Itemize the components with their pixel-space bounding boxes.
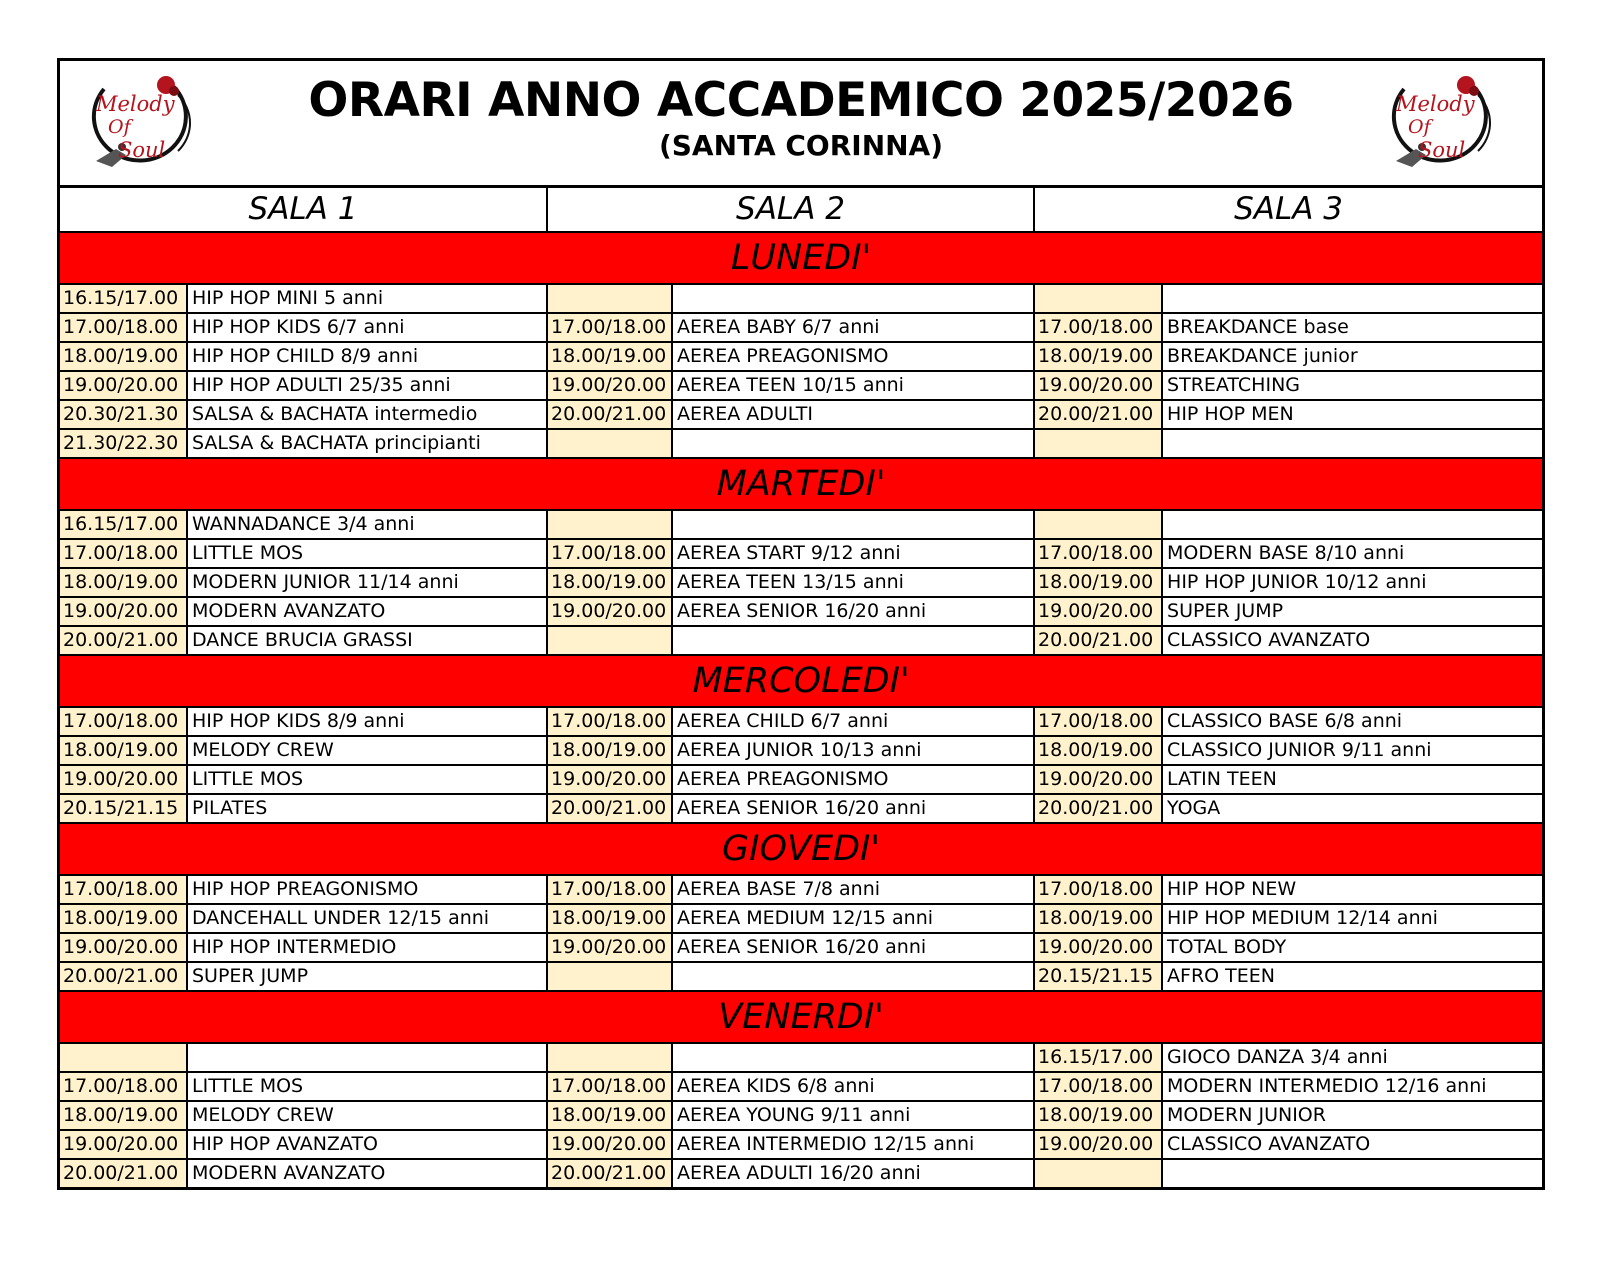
day-header: MERCOLEDI': [60, 655, 1542, 707]
time-cell: 19.00/20.00: [547, 371, 672, 400]
time-cell: 18.00/19.00: [60, 342, 187, 371]
svg-text:Melody: Melody: [96, 92, 175, 116]
course-cell: BREAKDANCE junior: [1162, 342, 1542, 371]
course-cell: HIP HOP KIDS 8/9 anni: [187, 707, 547, 736]
time-cell: 17.00/18.00: [60, 875, 187, 904]
day-header-row: [60, 458, 1542, 510]
course-cell: AFRO TEEN: [1162, 962, 1542, 991]
course-cell: AEREA START 9/12 anni: [672, 539, 1034, 568]
day-header-row: [60, 991, 1542, 1043]
time-cell: [547, 1043, 672, 1072]
schedule-sheet: [57, 58, 1545, 1190]
time-cell: 17.00/18.00: [60, 707, 187, 736]
time-cell: 21.30/22.30: [60, 429, 187, 458]
course-cell: SUPER JUMP: [1162, 597, 1542, 626]
course-cell: MODERN BASE 8/10 anni: [1162, 539, 1542, 568]
time-cell: 20.00/21.00: [60, 626, 187, 655]
course-cell: AEREA BABY 6/7 anni: [672, 313, 1034, 342]
time-cell: 17.00/18.00: [547, 707, 672, 736]
course-cell: YOGA: [1162, 794, 1542, 823]
schedule-row: [60, 568, 1542, 597]
course-cell: AEREA TEEN 13/15 anni: [672, 568, 1034, 597]
svg-text:Soul: Soul: [1418, 138, 1466, 162]
course-cell: HIP HOP ADULTI 25/35 anni: [187, 371, 547, 400]
schedule-row: [60, 597, 1542, 626]
time-cell: 16.15/17.00: [1034, 1043, 1162, 1072]
course-cell: AEREA ADULTI: [672, 400, 1034, 429]
time-cell: 19.00/20.00: [60, 1130, 187, 1159]
course-cell: AEREA JUNIOR 10/13 anni: [672, 736, 1034, 765]
course-cell: AEREA MEDIUM 12/15 anni: [672, 904, 1034, 933]
schedule-row: [60, 1101, 1542, 1130]
time-cell: 17.00/18.00: [1034, 539, 1162, 568]
time-cell: 18.00/19.00: [1034, 736, 1162, 765]
time-cell: 17.00/18.00: [547, 875, 672, 904]
schedule-row: [60, 765, 1542, 794]
time-cell: 18.00/19.00: [1034, 342, 1162, 371]
time-cell: 19.00/20.00: [60, 597, 187, 626]
page-subtitle: (SANTA CORINNA): [658, 129, 944, 162]
day-header: GIOVEDI': [60, 823, 1542, 875]
time-cell: 19.00/20.00: [547, 933, 672, 962]
time-cell: 18.00/19.00: [547, 1101, 672, 1130]
course-cell: DANCEHALL UNDER 12/15 anni: [187, 904, 547, 933]
course-cell: [187, 1043, 547, 1072]
time-cell: 18.00/19.00: [547, 736, 672, 765]
course-cell: TOTAL BODY: [1162, 933, 1542, 962]
time-cell: 20.30/21.30: [60, 400, 187, 429]
time-cell: 17.00/18.00: [1034, 875, 1162, 904]
course-cell: AEREA PREAGONISMO: [672, 765, 1034, 794]
time-cell: 20.00/21.00: [547, 1159, 672, 1187]
time-cell: 18.00/19.00: [1034, 568, 1162, 597]
schedule-row: [60, 510, 1542, 539]
schedule-table: [60, 188, 1542, 1187]
time-cell: [1034, 1159, 1162, 1187]
melody-of-soul-logo-left: [82, 71, 194, 175]
day-header: VENERDI': [60, 991, 1542, 1043]
time-cell: 20.00/21.00: [60, 1159, 187, 1187]
day-header: MARTEDI': [60, 458, 1542, 510]
course-cell: AEREA SENIOR 16/20 anni: [672, 933, 1034, 962]
time-cell: 17.00/18.00: [1034, 707, 1162, 736]
course-cell: DANCE BRUCIA GRASSI: [187, 626, 547, 655]
course-cell: LITTLE MOS: [187, 1072, 547, 1101]
schedule-row: [60, 342, 1542, 371]
schedule-row: [60, 962, 1542, 991]
day-header-row: [60, 655, 1542, 707]
svg-text:Of: Of: [1408, 116, 1431, 138]
day-header-row: [60, 232, 1542, 284]
course-cell: [1162, 429, 1542, 458]
course-cell: AEREA SENIOR 16/20 anni: [672, 597, 1034, 626]
time-cell: [60, 1043, 187, 1072]
course-cell: SALSA & BACHATA principianti: [187, 429, 547, 458]
time-cell: [547, 962, 672, 991]
course-cell: BREAKDANCE base: [1162, 313, 1542, 342]
course-cell: HIP HOP JUNIOR 10/12 anni: [1162, 568, 1542, 597]
time-cell: 19.00/20.00: [1034, 933, 1162, 962]
schedule-row: [60, 1043, 1542, 1072]
course-cell: CLASSICO AVANZATO: [1162, 1130, 1542, 1159]
course-cell: [1162, 510, 1542, 539]
course-cell: PILATES: [187, 794, 547, 823]
course-cell: AEREA BASE 7/8 anni: [672, 875, 1034, 904]
time-cell: 19.00/20.00: [547, 1130, 672, 1159]
course-cell: [672, 284, 1034, 313]
course-cell: AEREA SENIOR 16/20 anni: [672, 794, 1034, 823]
time-cell: 20.00/21.00: [547, 400, 672, 429]
time-cell: 17.00/18.00: [547, 1072, 672, 1101]
course-cell: AEREA TEEN 10/15 anni: [672, 371, 1034, 400]
course-cell: HIP HOP INTERMEDIO: [187, 933, 547, 962]
time-cell: 17.00/18.00: [60, 313, 187, 342]
schedule-row: [60, 707, 1542, 736]
course-cell: STREATCHING: [1162, 371, 1542, 400]
schedule-header: [60, 61, 1542, 188]
time-cell: 18.00/19.00: [60, 1101, 187, 1130]
schedule-row: [60, 429, 1542, 458]
time-cell: 17.00/18.00: [547, 539, 672, 568]
course-cell: CLASSICO BASE 6/8 anni: [1162, 707, 1542, 736]
room-header-row: [60, 188, 1542, 232]
schedule-row: [60, 1130, 1542, 1159]
course-cell: CLASSICO JUNIOR 9/11 anni: [1162, 736, 1542, 765]
schedule-row: [60, 904, 1542, 933]
time-cell: 17.00/18.00: [60, 1072, 187, 1101]
schedule-row: [60, 875, 1542, 904]
time-cell: 20.00/21.00: [547, 794, 672, 823]
time-cell: 18.00/19.00: [1034, 1101, 1162, 1130]
time-cell: [547, 284, 672, 313]
time-cell: 20.15/21.15: [60, 794, 187, 823]
melody-of-soul-logo-right: [1382, 71, 1494, 175]
schedule-row: [60, 1072, 1542, 1101]
schedule-row: [60, 1159, 1542, 1187]
schedule-row: [60, 736, 1542, 765]
course-cell: LATIN TEEN: [1162, 765, 1542, 794]
time-cell: 19.00/20.00: [547, 597, 672, 626]
schedule-row: [60, 284, 1542, 313]
course-cell: AEREA ADULTI 16/20 anni: [672, 1159, 1034, 1187]
schedule-row: [60, 933, 1542, 962]
course-cell: [672, 510, 1034, 539]
course-cell: HIP HOP MEDIUM 12/14 anni: [1162, 904, 1542, 933]
course-cell: [1162, 284, 1542, 313]
course-cell: GIOCO DANZA 3/4 anni: [1162, 1043, 1542, 1072]
room-header: SALA 2: [547, 188, 1034, 232]
time-cell: [1034, 284, 1162, 313]
course-cell: LITTLE MOS: [187, 765, 547, 794]
time-cell: [1034, 510, 1162, 539]
time-cell: [1034, 429, 1162, 458]
time-cell: 17.00/18.00: [1034, 1072, 1162, 1101]
course-cell: AEREA KIDS 6/8 anni: [672, 1072, 1034, 1101]
day-header: LUNEDI': [60, 232, 1542, 284]
time-cell: 19.00/20.00: [1034, 1130, 1162, 1159]
course-cell: MODERN AVANZATO: [187, 597, 547, 626]
room-header: SALA 1: [60, 188, 547, 232]
schedule-row: [60, 400, 1542, 429]
course-cell: AEREA INTERMEDIO 12/15 anni: [672, 1130, 1034, 1159]
course-cell: HIP HOP PREAGONISMO: [187, 875, 547, 904]
time-cell: 16.15/17.00: [60, 510, 187, 539]
course-cell: MODERN INTERMEDIO 12/16 anni: [1162, 1072, 1542, 1101]
time-cell: 18.00/19.00: [547, 568, 672, 597]
time-cell: 19.00/20.00: [60, 765, 187, 794]
time-cell: 20.00/21.00: [60, 962, 187, 991]
time-cell: [547, 429, 672, 458]
course-cell: [1162, 1159, 1542, 1187]
course-cell: AEREA PREAGONISMO: [672, 342, 1034, 371]
course-cell: HIP HOP MEN: [1162, 400, 1542, 429]
schedule-row: [60, 626, 1542, 655]
time-cell: 19.00/20.00: [60, 371, 187, 400]
course-cell: MODERN AVANZATO: [187, 1159, 547, 1187]
time-cell: [547, 510, 672, 539]
time-cell: 20.15/21.15: [1034, 962, 1162, 991]
course-cell: WANNADANCE 3/4 anni: [187, 510, 547, 539]
time-cell: 17.00/18.00: [547, 313, 672, 342]
schedule-row: [60, 794, 1542, 823]
course-cell: AEREA CHILD 6/7 anni: [672, 707, 1034, 736]
time-cell: 20.00/21.00: [1034, 400, 1162, 429]
schedule-row: [60, 371, 1542, 400]
course-cell: HIP HOP MINI 5 anni: [187, 284, 547, 313]
time-cell: 19.00/20.00: [547, 765, 672, 794]
time-cell: 17.00/18.00: [60, 539, 187, 568]
course-cell: MODERN JUNIOR: [1162, 1101, 1542, 1130]
time-cell: 18.00/19.00: [60, 904, 187, 933]
time-cell: 19.00/20.00: [60, 933, 187, 962]
course-cell: [672, 429, 1034, 458]
time-cell: 19.00/20.00: [1034, 765, 1162, 794]
course-cell: CLASSICO AVANZATO: [1162, 626, 1542, 655]
time-cell: 19.00/20.00: [1034, 597, 1162, 626]
svg-text:Soul: Soul: [118, 138, 166, 162]
course-cell: MELODY CREW: [187, 736, 547, 765]
time-cell: [547, 626, 672, 655]
schedule-row: [60, 539, 1542, 568]
time-cell: 17.00/18.00: [1034, 313, 1162, 342]
course-cell: HIP HOP AVANZATO: [187, 1130, 547, 1159]
course-cell: HIP HOP NEW: [1162, 875, 1542, 904]
time-cell: 16.15/17.00: [60, 284, 187, 313]
course-cell: SALSA & BACHATA intermedio: [187, 400, 547, 429]
svg-text:Of: Of: [108, 116, 131, 138]
time-cell: 18.00/19.00: [547, 342, 672, 371]
course-cell: MELODY CREW: [187, 1101, 547, 1130]
course-cell: AEREA YOUNG 9/11 anni: [672, 1101, 1034, 1130]
course-cell: HIP HOP CHILD 8/9 anni: [187, 342, 547, 371]
course-cell: [672, 626, 1034, 655]
time-cell: 20.00/21.00: [1034, 626, 1162, 655]
course-cell: [672, 962, 1034, 991]
course-cell: [672, 1043, 1034, 1072]
page-title: ORARI ANNO ACCADEMICO 2025/2026: [308, 73, 1294, 128]
time-cell: 18.00/19.00: [60, 736, 187, 765]
time-cell: 19.00/20.00: [1034, 371, 1162, 400]
course-cell: LITTLE MOS: [187, 539, 547, 568]
time-cell: 18.00/19.00: [60, 568, 187, 597]
time-cell: 18.00/19.00: [547, 904, 672, 933]
day-header-row: [60, 823, 1542, 875]
course-cell: HIP HOP KIDS 6/7 anni: [187, 313, 547, 342]
svg-text:Melody: Melody: [1396, 92, 1475, 116]
course-cell: SUPER JUMP: [187, 962, 547, 991]
time-cell: 20.00/21.00: [1034, 794, 1162, 823]
time-cell: 18.00/19.00: [1034, 904, 1162, 933]
course-cell: MODERN JUNIOR 11/14 anni: [187, 568, 547, 597]
schedule-row: [60, 313, 1542, 342]
room-header: SALA 3: [1034, 188, 1542, 232]
